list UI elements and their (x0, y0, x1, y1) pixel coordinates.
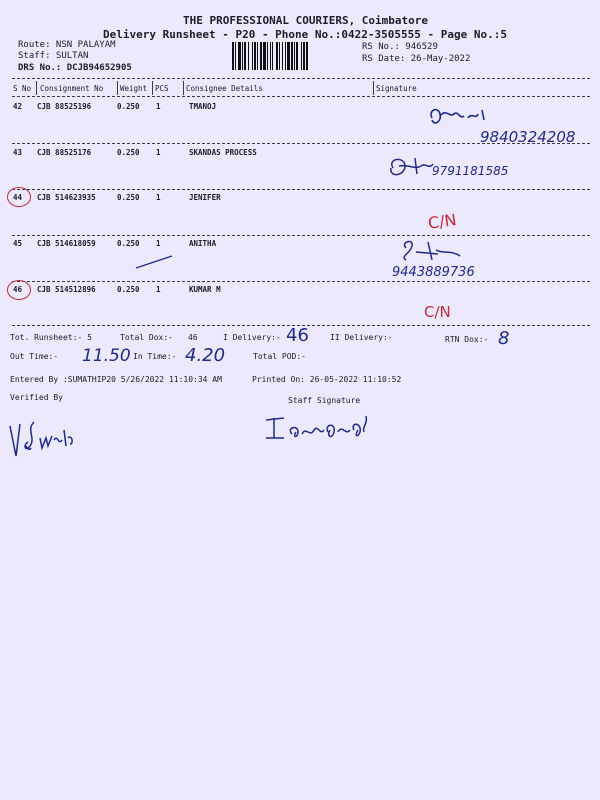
rtn-dox-handwritten: 8 (498, 328, 510, 349)
barcode-bar (263, 42, 266, 70)
drs-number: DRS No.: DCJB94652905 (18, 63, 132, 73)
header-weight: Weight (120, 84, 148, 93)
row-44-cn-mark: C/N (426, 210, 458, 233)
row-divider (12, 189, 590, 190)
row-43-signature (385, 154, 437, 184)
col-divider (36, 81, 37, 95)
row-42-signature (426, 104, 496, 130)
col-divider (373, 81, 374, 95)
row-45-phone-handwritten: 9443889736 (392, 265, 475, 280)
barcode-bar (254, 42, 256, 70)
barcode-bar (285, 42, 286, 70)
barcode-bar (232, 42, 234, 70)
route-label: Route: NSN PALAYAM (18, 40, 116, 50)
row-45-weight: 0.250 (117, 239, 140, 248)
row-46-pcs: 1 (156, 285, 161, 294)
in-time-handwritten: 4.20 (185, 345, 226, 366)
ii-delivery-label: II Delivery:- (330, 333, 393, 342)
row-43-consignment: CJB 88525176 (37, 148, 92, 157)
verifier-signature (6, 416, 78, 460)
row-44-weight: 0.250 (117, 193, 140, 202)
runsheet-subtitle: Delivery Runsheet - P20 - Phone No.:0422-3505555 - Page No.:5 (103, 28, 507, 41)
table-top-rule (12, 78, 590, 79)
staff-signature (262, 410, 382, 444)
row-42-pcs: 1 (156, 102, 161, 111)
barcode-bar (303, 42, 305, 70)
barcode-bar (267, 42, 268, 70)
row-43-sno: 43 (13, 148, 23, 157)
row-42-weight: 0.250 (117, 102, 140, 111)
row-43-consignee: SKANDAS PROCESS (189, 148, 257, 157)
col-divider (183, 81, 184, 95)
barcode-bar (242, 42, 243, 70)
row-42-phone-handwritten: 9840324208 (480, 128, 576, 146)
document-title: THE PROFESSIONAL COURIERS, Coimbatore (183, 14, 429, 27)
staff-signature-label: Staff Signature (288, 396, 361, 405)
barcode-bar (287, 42, 290, 70)
row-45-consignment: CJB 514618059 (37, 239, 96, 248)
row-42-consignment: CJB 88525196 (37, 102, 92, 111)
barcode-bar (276, 42, 278, 70)
total-runsheet: Tot. Runsheet:- 5 (10, 333, 92, 342)
col-divider (117, 81, 118, 95)
barcode-bar (244, 42, 246, 70)
row-divider (12, 143, 590, 144)
staff-label: Staff: SULTAN (18, 51, 89, 61)
barcode-bar (248, 42, 249, 70)
out-time-label: Out Time:- (10, 352, 59, 361)
row-42-sno: 42 (13, 102, 23, 111)
rs-date: RS Date: 26-May-2022 (362, 54, 471, 64)
header-signature: Signature (376, 84, 417, 93)
barcode-bar (235, 42, 236, 70)
barcode-bar (294, 42, 295, 70)
rs-number: RS No.: 946529 (362, 42, 438, 52)
verified-by-label: Verified By (10, 393, 63, 402)
row-45-pcs: 1 (156, 239, 161, 248)
row-42-consignee: TMANOJ (189, 102, 217, 111)
barcode-bar (252, 42, 253, 70)
row-45-sno: 45 (13, 239, 23, 248)
total-pod-label: Total POD:- (253, 352, 306, 361)
row-45-consignee: ANITHA (189, 239, 217, 248)
barcode-bar (260, 42, 262, 70)
total-dox-value: 46 (188, 333, 198, 342)
barcode-bar (291, 42, 293, 70)
row-44-consignee: JENIFER (189, 193, 221, 202)
row-43-pcs: 1 (156, 148, 161, 157)
barcode-bar (238, 42, 241, 70)
table-header-rule (12, 96, 590, 97)
header-consignment: Consignment No (40, 84, 104, 93)
row-45-signature (398, 236, 468, 264)
out-time-handwritten: 11.50 (82, 346, 131, 366)
in-time-label: In Time:- (133, 352, 177, 361)
row-46-consignment: CJB 514512896 (37, 285, 96, 294)
row-46-weight: 0.250 (117, 285, 140, 294)
row-43-weight: 0.250 (117, 148, 140, 157)
barcode-bar (306, 42, 308, 70)
row-43-phone-handwritten: 9791181585 (432, 164, 509, 178)
entered-by: Entered By :SUMATHIP20 5/26/2022 11:10:34 AM (10, 375, 222, 384)
row-46-consignee: KUMAR M (189, 285, 221, 294)
row-46-cn-mark: C/N (424, 303, 451, 321)
barcode-bar (296, 42, 298, 70)
total-dox-label: Total Dox:- (120, 333, 173, 342)
i-delivery-label: I Delivery:- (223, 333, 281, 342)
header-consignee: Consignee Details (186, 84, 263, 93)
row-divider (12, 281, 590, 282)
printed-on: Printed On: 26-05-2022 11:10:52 (252, 375, 402, 384)
barcode-bar (282, 42, 283, 70)
row-44-sno: 44 (13, 193, 23, 202)
i-delivery-handwritten: 46 (286, 325, 309, 346)
barcode-bar (257, 42, 258, 70)
row-44-consignment: CJB 514623935 (37, 193, 96, 202)
barcode-bar (301, 42, 302, 70)
barcode-bar (270, 42, 271, 70)
header-pcs: PCS (155, 84, 169, 93)
pen-stroke (134, 252, 174, 270)
row-44-pcs: 1 (156, 193, 161, 202)
barcode-bar (272, 42, 273, 70)
col-divider (152, 81, 153, 95)
header-sno: S No (13, 84, 32, 93)
row-divider (12, 235, 590, 236)
barcode-bar (279, 42, 280, 70)
rtn-dox-label: RTN Dox:- (445, 335, 489, 344)
row-46-sno: 46 (13, 285, 23, 294)
barcode (232, 42, 356, 70)
